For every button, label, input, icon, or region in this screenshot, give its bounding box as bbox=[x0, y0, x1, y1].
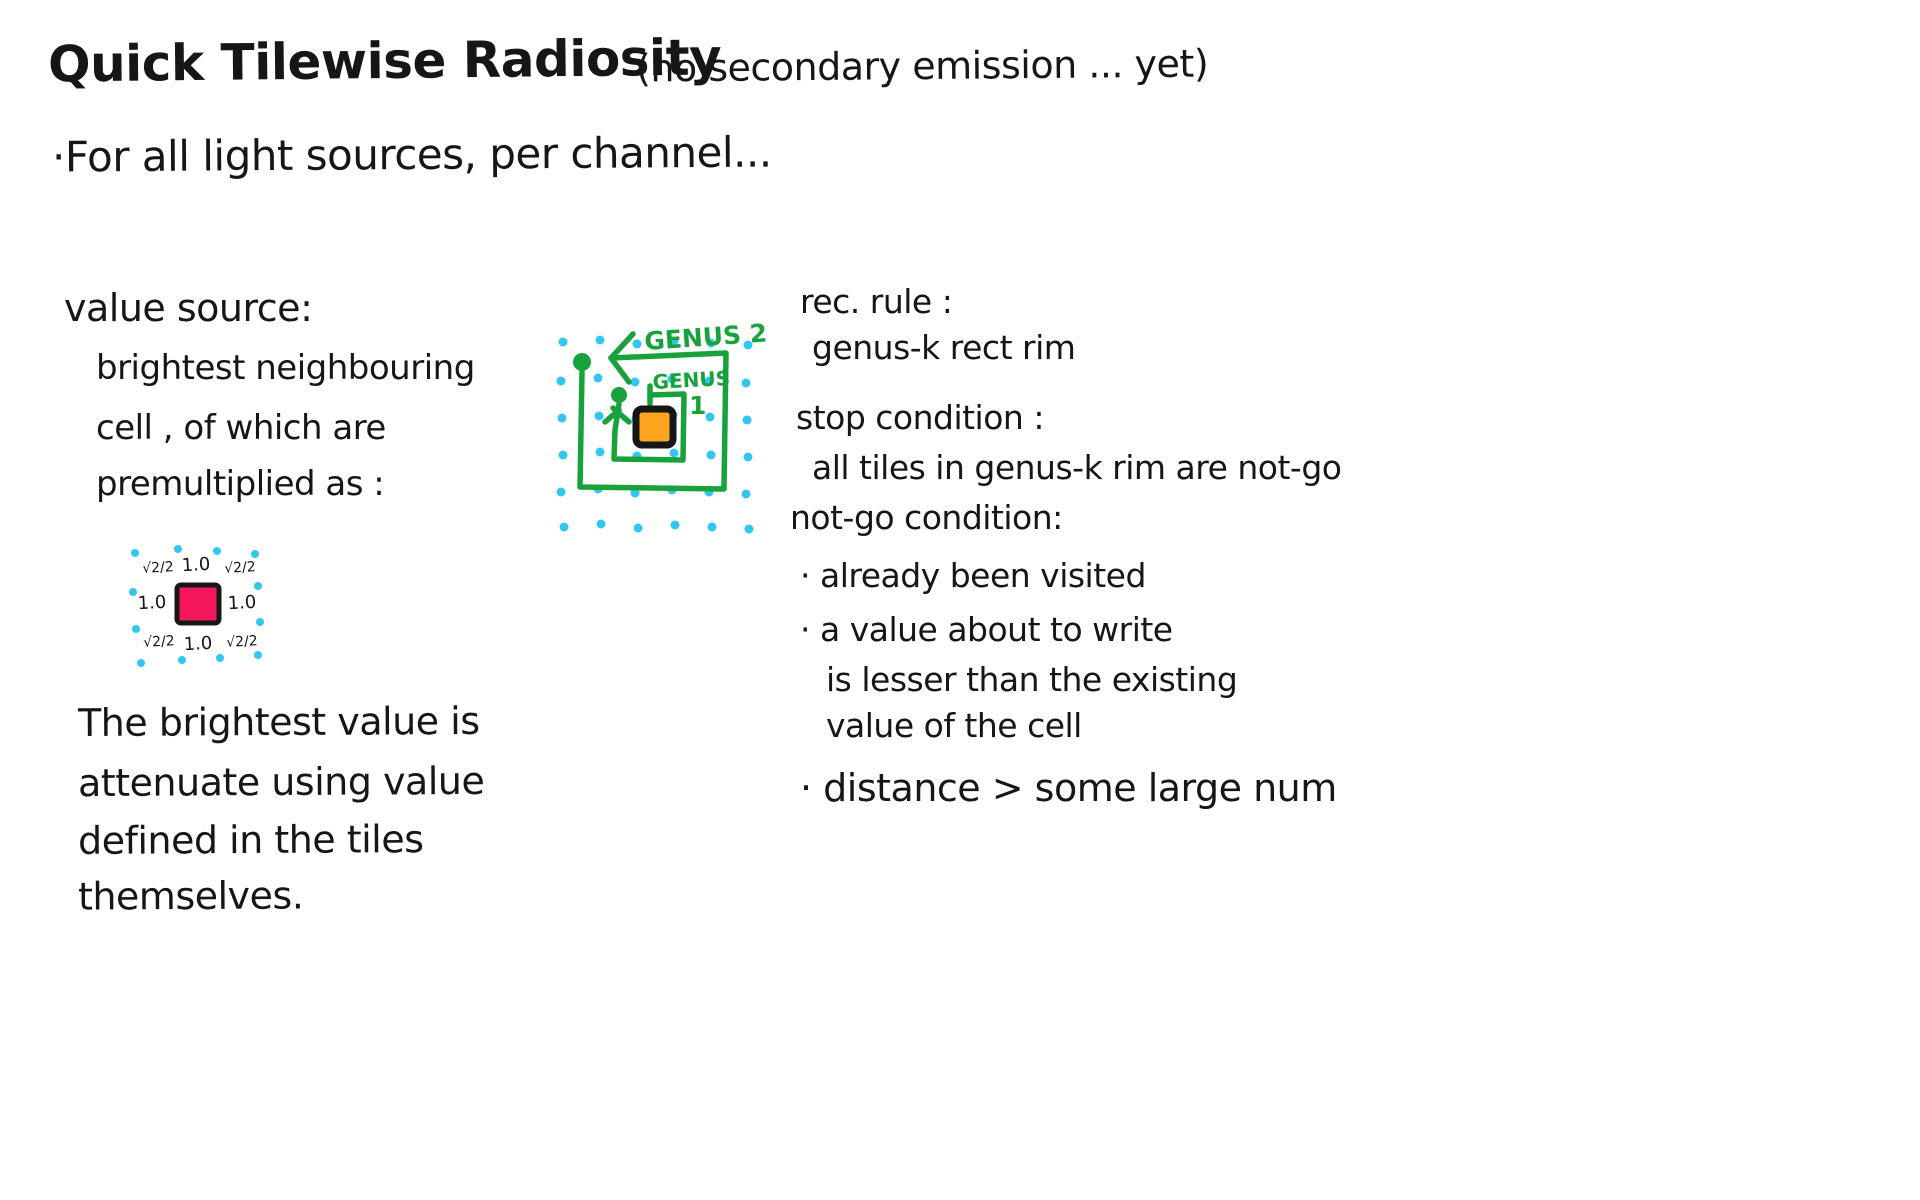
genus1-label: GENUS bbox=[652, 365, 731, 394]
attenuation-line-2: attenuate using value bbox=[77, 758, 485, 806]
notgo-bullet-3: · distance > some large num bbox=[800, 766, 1337, 810]
kernel-weight-left: 1.0 bbox=[137, 591, 167, 615]
value-source-line-3: premultiplied as : bbox=[96, 464, 385, 504]
stop-condition-heading: stop condition : bbox=[796, 398, 1044, 437]
notgo-condition-heading: not-go condition: bbox=[790, 498, 1063, 537]
stop-condition-line: all tiles in genus-k rim are not-go bbox=[812, 448, 1342, 487]
genus1-number: 1 bbox=[689, 391, 707, 420]
page-title: Quick Tilewise Radiosity bbox=[47, 28, 722, 94]
notgo-bullet-2-line-3: value of the cell bbox=[826, 706, 1082, 745]
brightest-cell bbox=[177, 585, 219, 623]
kernel-weight-bottom: 1.0 bbox=[183, 632, 213, 656]
genus2-arrowhead bbox=[611, 358, 629, 382]
genus2-label: GENUS 2 bbox=[643, 318, 769, 356]
page-subtitle: (no secondary emission ... yet) bbox=[635, 41, 1209, 91]
intro-bullet-line: ·For all light sources, per channel... bbox=[51, 127, 772, 182]
kernel-weights-diagram bbox=[118, 542, 288, 682]
kernel-weight-top-right: √2/2 bbox=[223, 559, 257, 577]
genus2-start-dot bbox=[573, 353, 591, 371]
value-source-heading: value source: bbox=[64, 286, 313, 330]
notgo-bullet-1: · already been visited bbox=[800, 556, 1146, 595]
rec-rule-line: genus-k rect rim bbox=[812, 328, 1076, 367]
genus-rim-diagram bbox=[545, 298, 775, 543]
notgo-bullet-2-line-1: · a value about to write bbox=[800, 610, 1173, 649]
kernel-weight-bottom-left: √2/2 bbox=[142, 633, 176, 651]
kernel-weight-top-left: √2/2 bbox=[141, 559, 175, 577]
value-source-line-2: cell , of which are bbox=[96, 408, 386, 448]
genus2-arrowhead bbox=[611, 334, 633, 358]
kernel-weight-right: 1.0 bbox=[227, 591, 257, 615]
value-source-line-1: brightest neighbouring bbox=[96, 348, 475, 388]
rec-rule-heading: rec. rule : bbox=[800, 282, 953, 321]
kernel-weight-bottom-right: √2/2 bbox=[225, 633, 259, 651]
attenuation-line-3: defined in the tiles bbox=[77, 817, 424, 863]
attenuation-line-4: themselves. bbox=[77, 873, 304, 919]
seed-cell bbox=[636, 409, 673, 445]
genus-diagram-drawing bbox=[545, 298, 775, 543]
attenuation-line-1: The brightest value is bbox=[77, 698, 480, 746]
kernel-weight-top: 1.0 bbox=[181, 553, 211, 577]
notgo-bullet-2-line-2: is lesser than the existing bbox=[826, 660, 1238, 699]
genus1-start-dot bbox=[611, 387, 627, 403]
